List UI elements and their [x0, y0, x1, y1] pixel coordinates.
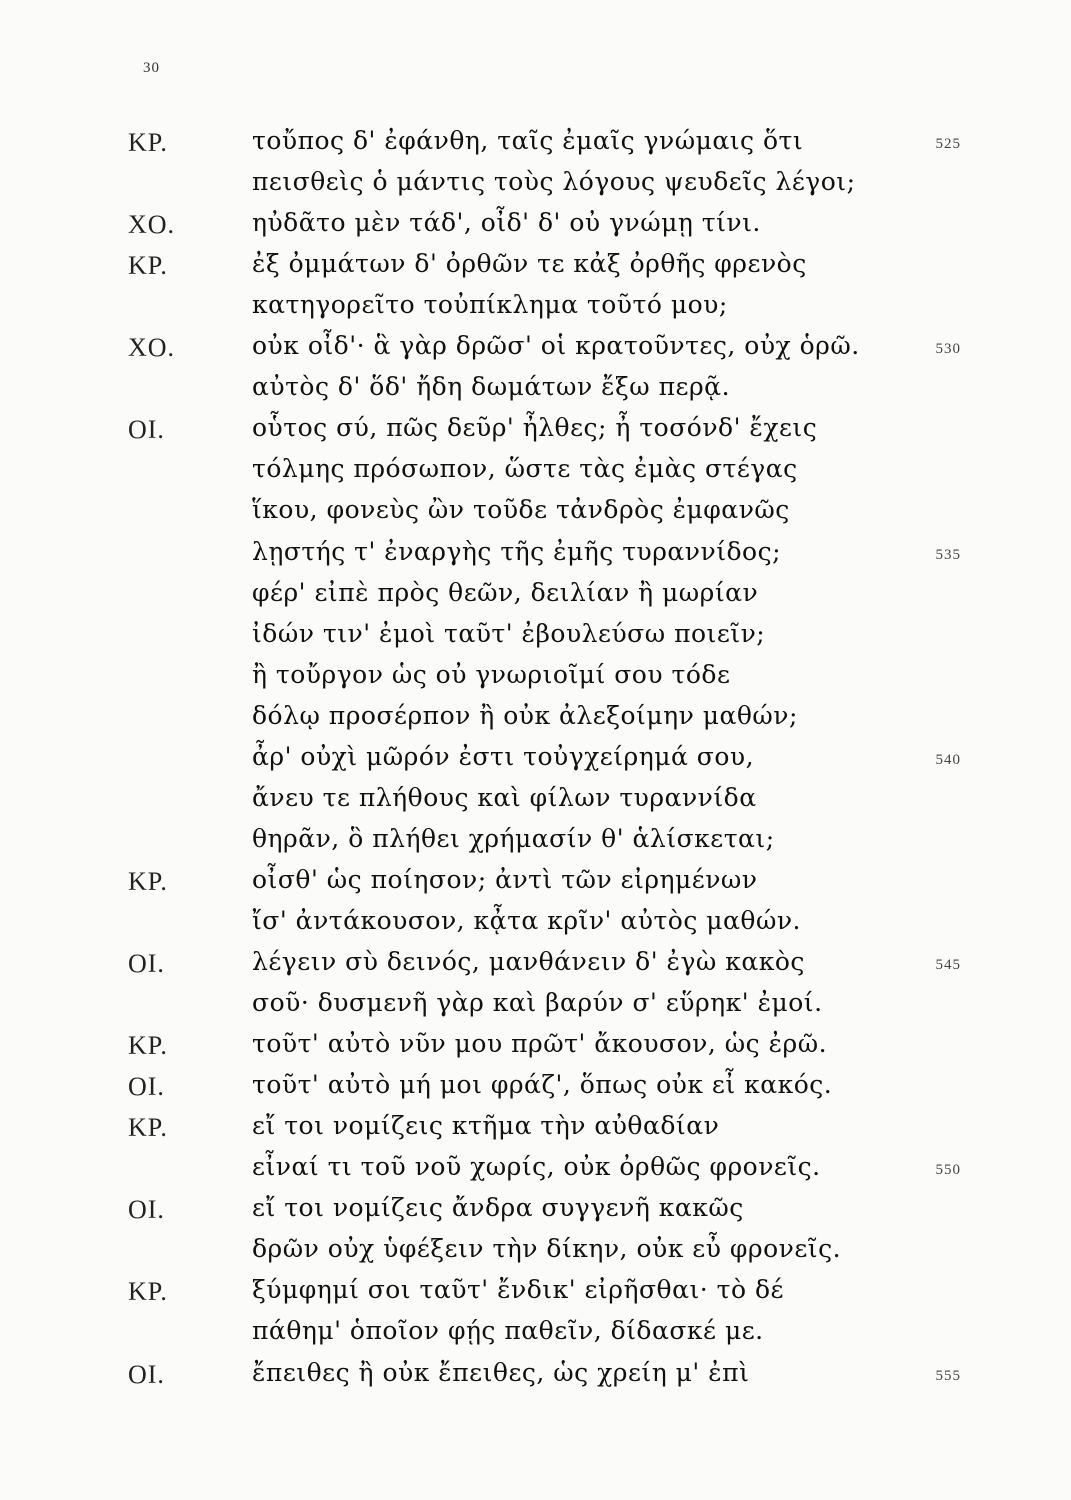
- verse-text: σοῦ· δυσμενῆ γὰρ καὶ βαρύν σ' εὕρηκ' ἐμοί.: [252, 988, 823, 1018]
- line-number: 545: [935, 957, 961, 973]
- line-number: 550: [935, 1162, 961, 1179]
- verse-text: εἶναί τι τοῦ νοῦ χωρίς, οὐκ ὀρθῶς φρονεῖς.: [252, 1152, 821, 1182]
- verse-line: [0, 210, 1071, 254]
- verse-text: τοῦτ' αὐτὸ μή μοι φράζ', ὅπως οὐκ εἶ κακός.: [252, 1070, 833, 1100]
- verse-text: ηὐδᾶτο μὲν τάδ', οἶδ' δ' οὐ γνώμῃ τίνι.: [252, 208, 761, 238]
- line-number: 530: [935, 341, 961, 358]
- verse-line: [0, 990, 1071, 1034]
- verse-line: [0, 864, 1071, 911]
- verse-line: [0, 497, 1071, 541]
- speaker-label: ΚΡ.: [128, 1277, 168, 1307]
- verse-text: ἢ τοὔργον ὡς οὐ γνωριοῖμί σου τόδε: [252, 659, 731, 689]
- verse-line: [0, 1031, 1071, 1075]
- verse-line: [0, 1072, 1071, 1116]
- verse-text: λέγειν σὺ δεινός, μανθάνειν δ' ἐγὼ κακὸς: [252, 947, 805, 976]
- verse-line: [0, 1195, 1071, 1239]
- speaker-label: ΚΡ.: [128, 1113, 168, 1143]
- verse-text: ἵκου, φονεὺς ὢν τοῦδε τἀνδρὸς ἐμφανῶς: [252, 495, 790, 525]
- verse-line: [0, 659, 1071, 706]
- verse-line: [0, 577, 1071, 624]
- speaker-label: ΟΙ.: [128, 949, 165, 978]
- verse-text: ἔπειθες ἢ οὐκ ἔπειθες, ὡς χρείη μ' ἐπὶ: [252, 1357, 750, 1387]
- verse-line: [0, 905, 1071, 952]
- speaker-label: ΧΟ.: [128, 210, 176, 240]
- verse-text: ἴσ' ἀντάκουσον, κᾆτα κρῖν' αὐτὸς μαθών.: [252, 905, 801, 935]
- line-number: 540: [935, 751, 961, 768]
- line-number: 555: [935, 1367, 961, 1384]
- speaker-label: ΚΡ.: [128, 1031, 168, 1061]
- verse-line: [0, 128, 1071, 172]
- line-number: 525: [935, 136, 961, 152]
- verse-line: [0, 1277, 1071, 1321]
- line-number: 535: [935, 546, 961, 563]
- verse-line: [0, 415, 1071, 459]
- verse-text: οὐκ οἶδ'· ἃ γὰρ δρῶσ' οἱ κρατοῦντες, οὐχ ὁρῶ.: [252, 331, 860, 361]
- verse-text: αὐτὸς δ' ὅδ' ἤδη δωμάτων ἔξω περᾷ.: [252, 372, 731, 402]
- verse-line: [0, 251, 1071, 295]
- speaker-label: ΚΡ.: [128, 251, 168, 281]
- verse-line: [0, 1318, 1071, 1362]
- verse-text: ἄνευ τε πλήθους καὶ φίλων τυραννίδα: [252, 782, 757, 812]
- verse-line: [0, 618, 1071, 665]
- speaker-label: ΚΡ.: [128, 128, 168, 157]
- verse-line: [0, 1236, 1071, 1280]
- speaker-label: ΚΡ.: [128, 866, 168, 896]
- verse-text: ξύμφημί σοι ταῦτ' ἔνδικ' εἰρῆσθαι· τὸ δέ: [252, 1275, 784, 1305]
- verse-text: τόλμης πρόσωπον, ὥστε τὰς ἐμὰς στέγας: [252, 454, 798, 484]
- verse-line: [0, 333, 1071, 377]
- verse-text: τοῦτ' αὐτὸ νῦν μου πρῶτ' ἄκουσον, ὡς ἐρῶ.: [252, 1029, 828, 1059]
- verse-line: [0, 1357, 1071, 1404]
- verse-text: δόλῳ προσέρπον ἢ οὐκ ἀλεξοίμην μαθών;: [252, 700, 798, 730]
- verse-line: [0, 949, 1071, 993]
- page-number: 30: [143, 60, 160, 76]
- verse-line: [0, 1154, 1071, 1198]
- verse-text: οὗτος σύ, πῶς δεῦρ' ἦλθες; ἦ τοσόνδ' ἔχεις: [252, 413, 818, 443]
- verse-line: [0, 1113, 1071, 1157]
- verse-text: ἆρ' οὐχὶ μῶρόν ἐστι τοὐγχείρημά σου,: [252, 741, 755, 771]
- verse-line: [0, 782, 1071, 829]
- verse-line: [0, 169, 1071, 213]
- verse-text: λῃστής τ' ἐναργὴς τῆς ἐμῆς τυραννίδος;: [252, 536, 782, 566]
- speaker-label: ΧΟ.: [128, 333, 176, 363]
- verse-line: [0, 374, 1071, 418]
- verse-line: [0, 741, 1071, 788]
- verse-text: ἐξ ὀμμάτων δ' ὀρθῶν τε κἀξ ὀρθῆς φρενὸς: [252, 249, 807, 279]
- speaker-label: ΟΙ.: [128, 1072, 165, 1102]
- speaker-label: ΟΙ.: [128, 1359, 165, 1389]
- verse-text: εἴ τοι νομίζεις ἄνδρα συγγενῆ κακῶς: [252, 1193, 744, 1223]
- verse-text: πεισθεὶς ὁ μάντις τοὺς λόγους ψευδεῖς λέγοι;: [252, 167, 856, 197]
- speaker-label: ΟΙ.: [128, 415, 165, 445]
- verse-text: ἰδών τιν' ἐμοὶ ταῦτ' ἐβουλεύσω ποιεῖν;: [252, 618, 766, 648]
- verse-line: [0, 823, 1071, 870]
- speaker-label: ΟΙ.: [128, 1195, 165, 1225]
- verse-text: πάθημ' ὁποῖον φῄς παθεῖν, δίδασκέ με.: [252, 1316, 764, 1346]
- verse-text: κατηγορεῖτο τοὐπίκλημα τοῦτό μου;: [252, 290, 728, 320]
- verse-text: φέρ' εἰπὲ πρὸς θεῶν, δειλίαν ἢ μωρίαν: [252, 577, 759, 607]
- verse-text: θηρᾶν, ὃ πλήθει χρήμασίν θ' ἁλίσκεται;: [252, 823, 775, 853]
- verse-text: τοὔπος δ' ἐφάνθη, ταῖς ἐμαῖς γνώμαις ὅτι: [252, 126, 804, 155]
- verse-text: οἶσθ' ὡς ποίησον; ἀντὶ τῶν εἰρημένων: [252, 864, 758, 894]
- verse-line: [0, 700, 1071, 747]
- verse-line: [0, 456, 1071, 500]
- verse-line: [0, 292, 1071, 336]
- verse-text: δρῶν οὐχ ὑφέξειν τὴν δίκην, οὐκ εὖ φρονεῖς.: [252, 1234, 842, 1264]
- verse-text: εἴ τοι νομίζεις κτῆμα τὴν αὐθαδίαν: [252, 1111, 720, 1141]
- verse-line: [0, 536, 1071, 583]
